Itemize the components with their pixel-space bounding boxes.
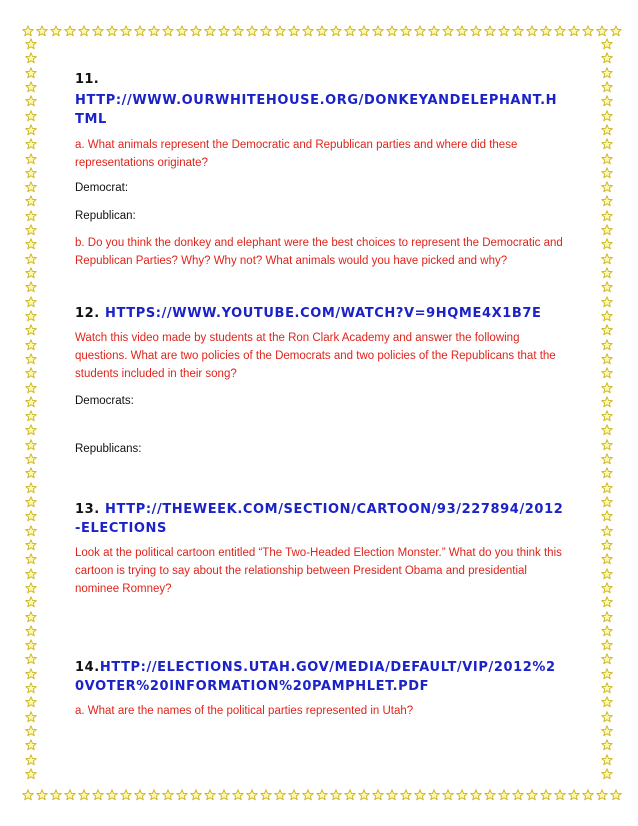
star-outline-icon	[526, 25, 538, 37]
question-prompt: Look at the political cartoon entitled “The Two-Headed Election Monster.” What do you think this cartoon is trying to say about the relationship between President Obama and presidential nominee Romney?	[75, 547, 562, 595]
star-outline-icon	[25, 596, 37, 608]
star-outline-icon	[601, 382, 613, 394]
star-outline-icon	[162, 789, 174, 801]
star-outline-icon	[372, 789, 384, 801]
star-outline-icon	[470, 789, 482, 801]
star-outline-icon	[601, 253, 613, 265]
star-outline-icon	[316, 789, 328, 801]
star-outline-icon	[601, 238, 613, 250]
star-outline-icon	[25, 38, 37, 50]
star-outline-icon	[601, 353, 613, 365]
star-outline-icon	[246, 25, 258, 37]
star-outline-icon	[414, 25, 426, 37]
star-outline-icon	[554, 25, 566, 37]
question-link[interactable]: HTTPS://WWW.YOUTUBE.COM/WATCH?V=9HQME4X1B7E	[104, 306, 542, 321]
star-outline-icon	[582, 25, 594, 37]
star-outline-icon	[218, 789, 230, 801]
question-link[interactable]: HTTP://ELECTIONS.UTAH.GOV/MEDIA/DEFAULT/VIP/2012%20VOTER%20INFORMATION%20PAMPHLET.PDF	[75, 660, 556, 694]
star-outline-icon	[25, 339, 37, 351]
star-outline-icon	[36, 789, 48, 801]
star-outline-icon	[601, 310, 613, 322]
star-outline-icon	[78, 789, 90, 801]
star-outline-icon	[601, 181, 613, 193]
star-outline-icon	[106, 789, 118, 801]
star-outline-icon	[25, 124, 37, 136]
star-outline-icon	[601, 267, 613, 279]
star-outline-icon	[512, 789, 524, 801]
question-13	[75, 500, 565, 598]
star-outline-icon	[25, 424, 37, 436]
star-outline-icon	[50, 25, 62, 37]
star-outline-icon	[442, 25, 454, 37]
question-heading	[75, 500, 565, 538]
star-outline-icon	[442, 789, 454, 801]
star-outline-icon	[25, 582, 37, 594]
question-prompt: Watch this video made by students at the Ron Clark Academy and answer the following questions. What are two policies of the Democrats and two policies of the Republicans that the students included in their song?	[75, 332, 556, 380]
star-outline-icon	[601, 296, 613, 308]
border-left	[24, 38, 38, 780]
star-outline-icon	[78, 25, 90, 37]
star-outline-icon	[540, 25, 552, 37]
answer-label-democrat: Democrat:	[75, 182, 129, 194]
star-outline-icon	[25, 696, 37, 708]
answer-label-republican: Republican:	[75, 210, 136, 222]
star-outline-icon	[190, 25, 202, 37]
star-outline-icon	[134, 789, 146, 801]
star-outline-icon	[50, 789, 62, 801]
star-outline-icon	[601, 439, 613, 451]
star-outline-icon	[498, 25, 510, 37]
star-outline-icon	[610, 789, 622, 801]
star-outline-icon	[512, 25, 524, 37]
star-outline-icon	[601, 324, 613, 336]
question-number: 11.	[75, 72, 99, 87]
star-outline-icon	[601, 195, 613, 207]
question-number: 12.	[75, 306, 100, 321]
star-outline-icon	[484, 789, 496, 801]
star-outline-icon	[330, 25, 342, 37]
star-outline-icon	[386, 789, 398, 801]
star-outline-icon	[526, 789, 538, 801]
star-outline-icon	[25, 668, 37, 680]
star-outline-icon	[25, 754, 37, 766]
star-outline-icon	[601, 410, 613, 422]
star-outline-icon	[274, 789, 286, 801]
star-outline-icon	[484, 25, 496, 37]
star-outline-icon	[601, 424, 613, 436]
star-outline-icon	[601, 67, 613, 79]
star-outline-icon	[601, 611, 613, 623]
question-11	[75, 72, 565, 270]
star-outline-icon	[540, 789, 552, 801]
star-outline-icon	[25, 382, 37, 394]
star-outline-icon	[92, 789, 104, 801]
star-outline-icon	[218, 25, 230, 37]
star-outline-icon	[498, 789, 510, 801]
border-top	[22, 24, 622, 38]
star-outline-icon	[25, 367, 37, 379]
star-outline-icon	[204, 789, 216, 801]
star-outline-icon	[25, 153, 37, 165]
star-outline-icon	[190, 789, 202, 801]
star-outline-icon	[400, 789, 412, 801]
star-outline-icon	[596, 789, 608, 801]
star-outline-icon	[25, 310, 37, 322]
star-outline-icon	[302, 789, 314, 801]
star-outline-icon	[330, 789, 342, 801]
star-outline-icon	[25, 453, 37, 465]
star-outline-icon	[25, 768, 37, 780]
star-outline-icon	[25, 510, 37, 522]
star-outline-icon	[601, 210, 613, 222]
star-outline-icon	[302, 25, 314, 37]
star-outline-icon	[400, 25, 412, 37]
star-outline-icon	[601, 52, 613, 64]
star-outline-icon	[106, 25, 118, 37]
star-outline-icon	[601, 153, 613, 165]
star-outline-icon	[372, 25, 384, 37]
star-outline-icon	[601, 525, 613, 537]
star-outline-icon	[176, 25, 188, 37]
star-outline-icon	[25, 410, 37, 422]
star-outline-icon	[596, 25, 608, 37]
star-outline-icon	[25, 238, 37, 250]
star-outline-icon	[568, 789, 580, 801]
star-outline-icon	[25, 625, 37, 637]
star-outline-icon	[260, 789, 272, 801]
star-outline-icon	[601, 739, 613, 751]
star-outline-icon	[25, 52, 37, 64]
star-outline-icon	[25, 467, 37, 479]
star-outline-icon	[25, 396, 37, 408]
star-outline-icon	[601, 725, 613, 737]
star-outline-icon	[64, 789, 76, 801]
star-outline-icon	[25, 138, 37, 150]
star-outline-icon	[601, 696, 613, 708]
star-outline-icon	[601, 110, 613, 122]
star-outline-icon	[120, 789, 132, 801]
question-link[interactable]: HTTP://THEWEEK.COM/SECTION/CARTOON/93/227894/2012-ELECTIONS	[75, 502, 564, 536]
star-outline-icon	[232, 25, 244, 37]
question-heading	[75, 658, 565, 696]
star-outline-icon	[601, 339, 613, 351]
star-outline-icon	[288, 25, 300, 37]
star-outline-icon	[25, 324, 37, 336]
star-outline-icon	[601, 754, 613, 766]
star-outline-icon	[601, 496, 613, 508]
star-outline-icon	[25, 553, 37, 565]
star-outline-icon	[601, 138, 613, 150]
star-outline-icon	[601, 95, 613, 107]
star-outline-icon	[36, 25, 48, 37]
star-outline-icon	[246, 789, 258, 801]
star-outline-icon	[25, 67, 37, 79]
star-outline-icon	[601, 281, 613, 293]
star-outline-icon	[148, 789, 160, 801]
star-outline-icon	[601, 124, 613, 136]
star-outline-icon	[25, 95, 37, 107]
star-outline-icon	[288, 789, 300, 801]
star-outline-icon	[601, 167, 613, 179]
star-outline-icon	[601, 596, 613, 608]
star-outline-icon	[601, 38, 613, 50]
star-outline-icon	[25, 296, 37, 308]
star-outline-icon	[92, 25, 104, 37]
star-outline-icon	[344, 25, 356, 37]
star-outline-icon	[25, 496, 37, 508]
star-outline-icon	[22, 25, 34, 37]
star-outline-icon	[358, 789, 370, 801]
star-outline-icon	[25, 525, 37, 537]
star-outline-icon	[601, 682, 613, 694]
star-outline-icon	[204, 25, 216, 37]
star-outline-icon	[25, 611, 37, 623]
star-outline-icon	[601, 653, 613, 665]
star-outline-icon	[601, 768, 613, 780]
star-outline-icon	[25, 181, 37, 193]
question-prompt-a: a. What animals represent the Democratic and Republican parties and where did these representations originate?	[75, 139, 518, 169]
star-outline-icon	[601, 639, 613, 651]
star-outline-icon	[176, 789, 188, 801]
star-outline-icon	[428, 25, 440, 37]
question-number: 14.	[75, 660, 100, 675]
star-outline-icon	[601, 510, 613, 522]
star-outline-icon	[148, 25, 160, 37]
question-prompt: a. What are the names of the political parties represented in Utah?	[75, 705, 414, 717]
star-outline-icon	[25, 725, 37, 737]
star-outline-icon	[232, 789, 244, 801]
star-outline-icon	[25, 167, 37, 179]
star-outline-icon	[25, 281, 37, 293]
star-outline-icon	[25, 653, 37, 665]
star-outline-icon	[601, 396, 613, 408]
border-bottom	[22, 788, 622, 802]
answer-label-democrats: Democrats:	[75, 395, 134, 407]
star-outline-icon	[25, 210, 37, 222]
star-outline-icon	[120, 25, 132, 37]
star-outline-icon	[358, 25, 370, 37]
star-outline-icon	[601, 482, 613, 494]
star-outline-icon	[601, 582, 613, 594]
question-heading	[75, 304, 565, 323]
star-outline-icon	[456, 25, 468, 37]
star-outline-icon	[25, 253, 37, 265]
star-outline-icon	[414, 789, 426, 801]
question-14	[75, 658, 565, 720]
star-outline-icon	[25, 711, 37, 723]
star-outline-icon	[22, 789, 34, 801]
star-outline-icon	[601, 81, 613, 93]
star-outline-icon	[601, 467, 613, 479]
question-12	[75, 304, 565, 458]
star-outline-icon	[25, 195, 37, 207]
star-outline-icon	[601, 711, 613, 723]
star-outline-icon	[25, 682, 37, 694]
star-outline-icon	[601, 553, 613, 565]
star-outline-icon	[134, 25, 146, 37]
star-outline-icon	[601, 668, 613, 680]
question-number: 13.	[75, 502, 100, 517]
star-outline-icon	[610, 25, 622, 37]
star-outline-icon	[25, 739, 37, 751]
star-outline-icon	[25, 353, 37, 365]
star-outline-icon	[64, 25, 76, 37]
star-outline-icon	[428, 789, 440, 801]
star-outline-icon	[386, 25, 398, 37]
star-outline-icon	[601, 539, 613, 551]
star-outline-icon	[316, 25, 328, 37]
star-outline-icon	[470, 25, 482, 37]
star-outline-icon	[25, 539, 37, 551]
star-outline-icon	[456, 789, 468, 801]
star-outline-icon	[260, 25, 272, 37]
star-outline-icon	[568, 25, 580, 37]
answer-label-republicans: Republicans:	[75, 443, 142, 455]
question-prompt-b: b. Do you think the donkey and elephant were the best choices to represent the Democratic and Republican Parties? Why? Why not? What animals would you have picked and why?	[75, 237, 563, 267]
border-right	[600, 38, 614, 780]
star-outline-icon	[162, 25, 174, 37]
star-outline-icon	[25, 639, 37, 651]
star-outline-icon	[344, 789, 356, 801]
star-outline-icon	[582, 789, 594, 801]
star-outline-icon	[25, 110, 37, 122]
star-outline-icon	[25, 267, 37, 279]
question-link[interactable]: HTTP://WWW.OURWHITEHOUSE.ORG/DONKEYANDELEPHANT.HTML	[75, 93, 558, 127]
star-outline-icon	[601, 367, 613, 379]
star-outline-icon	[25, 81, 37, 93]
star-outline-icon	[25, 482, 37, 494]
star-outline-icon	[274, 25, 286, 37]
star-outline-icon	[25, 568, 37, 580]
star-outline-icon	[601, 224, 613, 236]
star-outline-icon	[554, 789, 566, 801]
star-outline-icon	[25, 439, 37, 451]
star-outline-icon	[601, 625, 613, 637]
star-outline-icon	[601, 568, 613, 580]
star-outline-icon	[601, 453, 613, 465]
star-outline-icon	[25, 224, 37, 236]
